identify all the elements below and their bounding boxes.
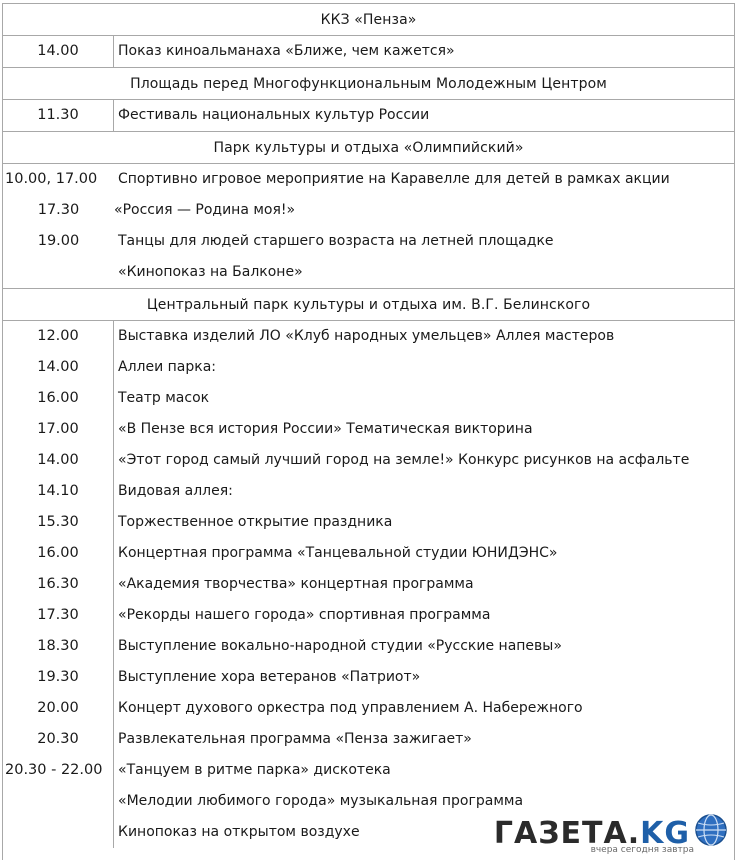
event-time: 17.30 xyxy=(37,607,79,623)
event-time: 14.00 xyxy=(37,452,79,468)
venue-header: Центральный парк культуры и отдыха им. В.Г. Белинского xyxy=(3,289,734,321)
event-title: Выступление хора ветеранов «Патриот» xyxy=(118,669,421,685)
venue-header: Площадь перед Многофункциональным Молодежным Центром xyxy=(3,68,734,100)
event-title: Концертная программа «Танцевальной студии ЮНИДЭНС» xyxy=(118,545,558,561)
event-title: Спортивно игровое мероприятие на Каравелле для детей в рамках акции xyxy=(118,171,670,187)
venue-block xyxy=(3,36,734,68)
event-title: «Академия творчества» концертная программа xyxy=(118,576,474,592)
venue-block xyxy=(3,164,734,289)
event-title: Выставка изделий ЛО «Клуб народных умельцев» Аллея мастеров xyxy=(118,328,615,344)
event-title: «Россия — Родина моя!» xyxy=(114,202,296,218)
event-column xyxy=(114,164,734,288)
event-title: Выступление вокально-народной студии «Русские напевы» xyxy=(118,638,562,654)
globe-icon xyxy=(694,813,728,851)
event-time: 11.30 xyxy=(37,107,79,123)
venue-block xyxy=(3,321,734,848)
venue-header: Парк культуры и отдыха «Олимпийский» xyxy=(3,132,734,164)
event-time xyxy=(3,786,113,817)
event-title: Показ киноальманаха «Ближе, чем кажется» xyxy=(118,43,455,59)
event-title: Аллеи парка: xyxy=(118,359,217,375)
event-time: 17.00 xyxy=(37,421,79,437)
event-title: Танцы для людей старшего возраста на летней площадке xyxy=(118,233,554,249)
event-time: 14.10 xyxy=(37,483,79,499)
event-title: Театр масок xyxy=(118,390,210,406)
event-time: 15.30 xyxy=(37,514,79,530)
watermark-tagline: вчера сегодня завтра xyxy=(590,845,694,855)
event-time: 16.00 xyxy=(37,545,79,561)
event-time: 16.00 xyxy=(37,390,79,406)
event-title: «Кинопоказ на Балконе» xyxy=(118,264,303,280)
venue-header: ККЗ «Пенза» xyxy=(3,4,734,36)
event-time: 19.00 xyxy=(37,233,80,249)
event-title: «В Пензе вся история России» Тематическая викторина xyxy=(118,421,533,437)
event-title: Развлекательная программа «Пенза зажигает» xyxy=(118,731,472,747)
event-time xyxy=(3,257,114,288)
event-title: Концерт духового оркестра под управлением А. Набережного xyxy=(118,700,583,716)
event-column xyxy=(114,36,734,67)
event-title: Фестиваль национальных культур России xyxy=(118,107,430,123)
event-time: 17.30 xyxy=(37,202,80,218)
event-column xyxy=(114,321,734,848)
time-column xyxy=(3,321,114,848)
time-column xyxy=(3,164,114,288)
event-time: 20.30 - 22.00 xyxy=(5,762,103,778)
event-time xyxy=(3,817,113,848)
event-time: 10.00, 17.00 xyxy=(5,171,98,187)
event-title: «Мелодии любимого города» музыкальная программа xyxy=(118,793,524,809)
event-title: «Танцуем в ритме парка» дискотека xyxy=(118,762,391,778)
schedule-table xyxy=(2,3,735,860)
event-time: 20.30 xyxy=(37,731,79,747)
event-column xyxy=(114,100,734,131)
watermark-logo-main: ГАЗЕТА. xyxy=(493,816,641,851)
venue-block xyxy=(3,100,734,132)
time-column xyxy=(3,100,114,131)
time-column xyxy=(3,36,114,67)
event-time: 20.00 xyxy=(37,700,79,716)
site-watermark xyxy=(493,807,728,855)
event-title: Торжественное открытие праздника xyxy=(118,514,393,530)
event-title: Видовая аллея: xyxy=(118,483,233,499)
event-time: 19.30 xyxy=(37,669,79,685)
watermark-logo-tld: KG xyxy=(640,816,690,851)
event-time: 14.00 xyxy=(37,43,79,59)
event-time: 14.00 xyxy=(37,359,79,375)
event-time: 16.30 xyxy=(37,576,79,592)
event-title: «Рекорды нашего города» спортивная программа xyxy=(118,607,491,623)
event-title: Кинопоказ на открытом воздухе xyxy=(118,824,360,840)
event-time: 12.00 xyxy=(37,328,79,344)
event-time: 18.30 xyxy=(37,638,79,654)
event-title: «Этот город самый лучший город на земле!» Конкурс рисунков на асфальте xyxy=(118,452,690,468)
